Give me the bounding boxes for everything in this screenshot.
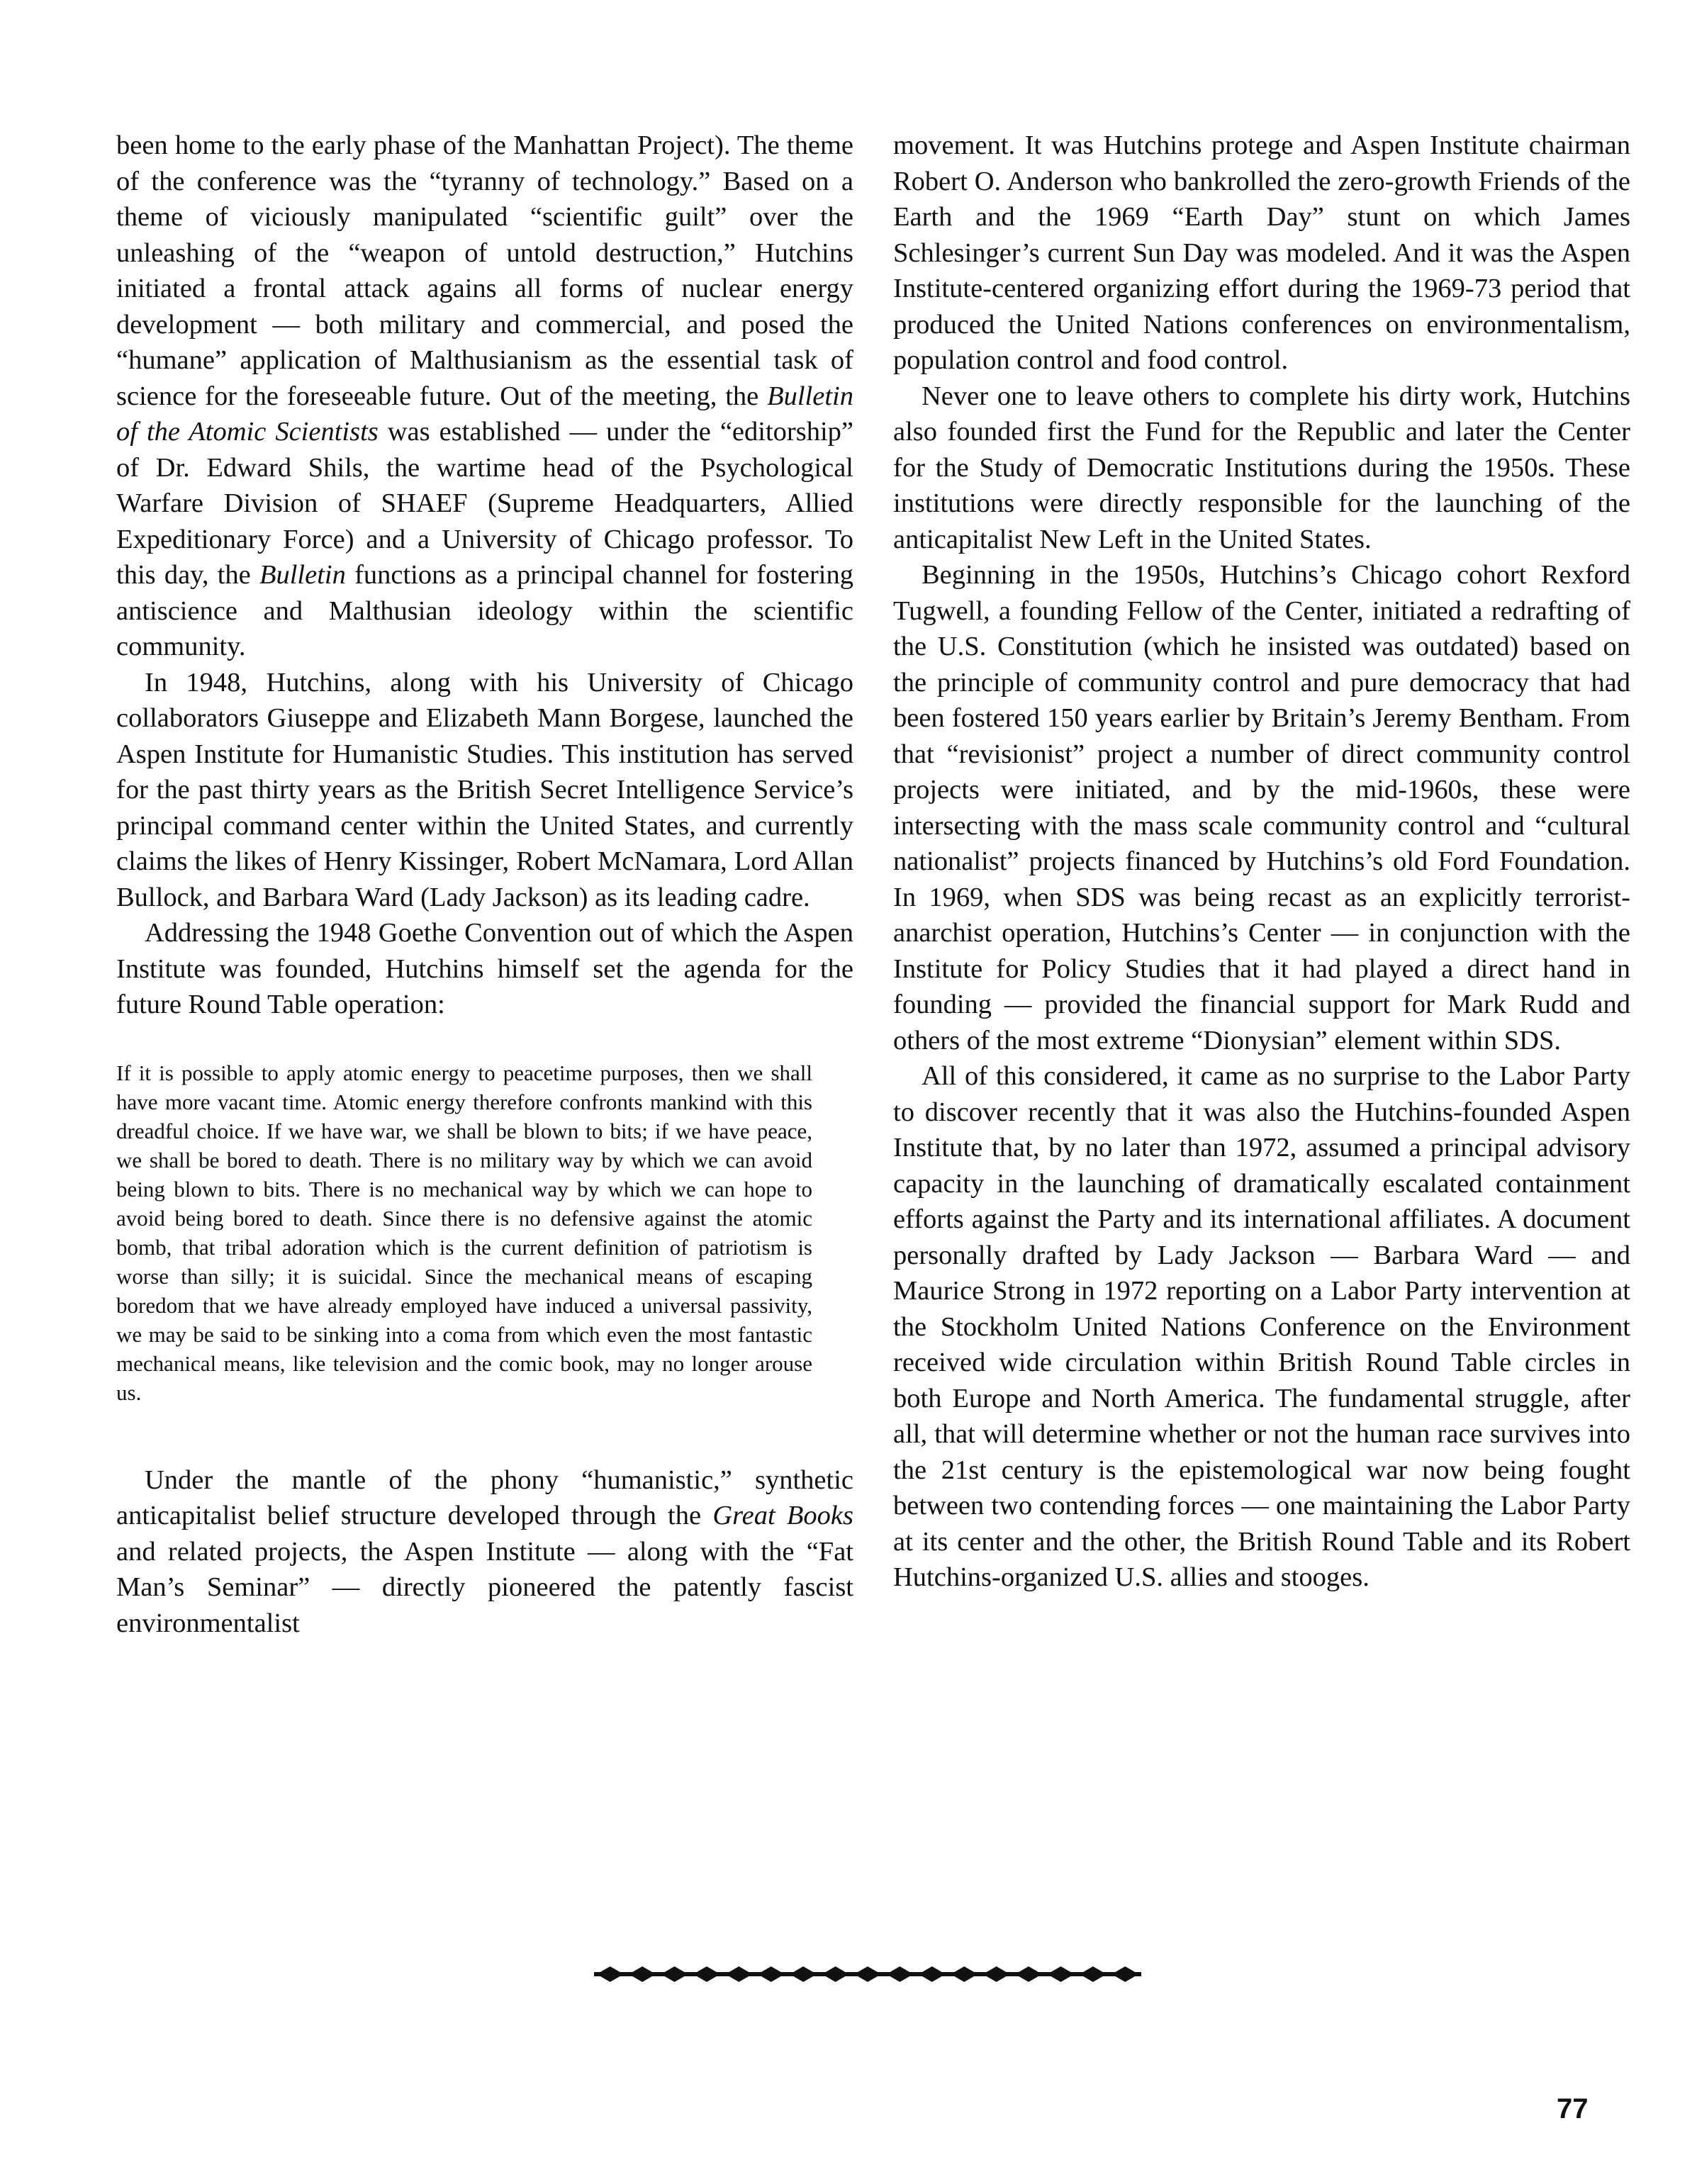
publication-title-italic: Bulletin of the Atomic Scientists: [116, 381, 853, 447]
divider-diamond: [1080, 1966, 1107, 1982]
publication-title-italic: Bulletin: [259, 560, 346, 590]
divider-diamond: [693, 1966, 720, 1982]
body-paragraph-1: [116, 128, 853, 665]
paragraph-text: was established — under the “editorship” of Dr. Edward Shils, the wartime head of the Psychological Warfare Division of SHAEF (Supreme Headquarters, Allied Expeditionary Force) and a University of Chicago professor. To this day, the: [116, 417, 854, 590]
divider-diamond: [758, 1966, 785, 1982]
page-number: 77: [1557, 2093, 1589, 2124]
paragraph-text: and related projects, the Aspen Institute — along with the “Fat Man’s Seminar” — directly pioneered the patently fascist environmentalist: [116, 1536, 853, 1638]
paragraph-text: functions as a principal channel for fostering antiscience and Malthusian ideology within the scientific community.: [116, 560, 853, 661]
divider-diamond: [919, 1966, 946, 1982]
body-paragraph-4: [116, 1462, 853, 1642]
divider-diamond: [790, 1966, 817, 1982]
body-paragraph-3: Addressing the 1948 Goethe Convention out of which the Aspen Institute was founded, Hutchins himself set the agenda for the future Round Table operation:: [116, 918, 853, 1019]
divider-diamond: [725, 1966, 752, 1982]
divider-diamond: [597, 1966, 624, 1982]
divider-diamond: [661, 1966, 688, 1982]
divider-diamond: [1047, 1966, 1074, 1982]
block-quote: If it is possible to apply atomic energy to peacetime purposes, then we shall have more vacant time. Atomic energy therefore confronts mankind with this dreadful choice. If we have war, we shall be blown to bits; if we have peace, we shall be bored to death. There is no military way by which we can avoid being blown to bits. There is no mechanical way by which we can hope to avoid being bored to death. Since there is no defensive against the atomic bomb, that tribal adoration which is the current definition of patriotism is worse than silly; it is suicidal. Since the mechanical means of escaping boredom that we have already employed have induced a universal passivity, we may be said to be sinking into a coma from which even the most fantastic mechanical means, like television and the comic book, may no longer arouse us.: [116, 1060, 812, 1405]
divider-diamond: [1015, 1966, 1042, 1982]
body-paragraph-8: All of this considered, it came as no surprise to the Labor Party to discover recently that it was also the Hutchins-founded Aspen Institute that, by no later than 1972, assumed a principal advisory capacity in the launching of dramatically escalated containment efforts against the Party and its international affiliates. A document personally drafted by Lady Jackson — Barbara Ward — and Maurice Strong in 1972 reporting on a Labor Party intervention at the Stockholm United Nations Conference on the Environment received wide circulation within British Round Table circles in both Europe and North America. The fundamental struggle, after all, that will determine whether or not the human race survives into the 21st century is the epistemological war now being fought between two contending forces — one maintaining the Labor Party at its center and the other, the British Round Table and its Robert Hutchins-organized U.S. allies and stooges.: [893, 1061, 1630, 1592]
left-column: [116, 128, 853, 1641]
body-paragraph-6: Never one to leave others to complete his dirty work, Hutchins also founded first the Fund for the Republic and later the Center for the Study of Democratic Institutions during the 1950s. These institutions were directly responsible for the launching of the anticapitalist New Left in the United States.: [893, 381, 1630, 554]
divider-diamond: [951, 1966, 978, 1982]
divider-diamond: [886, 1966, 913, 1982]
paragraph-text: Under the mantle of the phony “humanistic,” synthetic anticapitalist belief structure developed through the: [116, 1465, 853, 1530]
divider-diamond: [983, 1966, 1010, 1982]
publication-title-italic: Great Books: [712, 1501, 854, 1530]
body-paragraph-2: In 1948, Hutchins, along with his University of Chicago collaborators Giuseppe and Elizabeth Mann Borgese, launched the Aspen Institute for Humanistic Studies. This institution has served for the past thirty years as the British Secret Intelligence Service’s principal command center within the United States, and currently claims the likes of Henry Kissinger, Robert McNamara, Lord Allan Bullock, and Barbara Ward (Lady Jackson) as its leading cadre.: [116, 667, 853, 912]
body-paragraph-5: movement. It was Hutchins protege and Aspen Institute chairman Robert O. Anderson who bankrolled the zero-growth Friends of the Earth and the 1969 “Earth Day” stunt on which James Schlesinger’s current Sun Day was modeled. And it was the Aspen Institute-centered organizing effort during the 1969-73 period that produced the United Nations conferences on environmentalism, population control and food control.: [893, 130, 1630, 375]
right-column: [893, 128, 1630, 1596]
divider-diamond: [822, 1966, 849, 1982]
section-divider-ornament: [594, 1964, 1141, 1985]
divider-diamond: [854, 1966, 881, 1982]
paragraph-text: been home to the early phase of the Manhattan Project). The theme of the conference was the “tyranny of technology.” Based on a theme of viciously manipulated “scientific guilt” over the unleashing of the “weapon of untold destruction,” Hutchins initiated a frontal attack agains all forms of nuclear energy development — both military and commercial, and posed the “humane” application of Malthusianism as the essential task of science for the foreseeable future. Out of the meeting, the: [116, 130, 853, 411]
body-paragraph-7: Beginning in the 1950s, Hutchins’s Chicago cohort Rexford Tugwell, a founding Fellow of the Center, initiated a redrafting of the U.S. Constitution (which he insisted was outdated) based on the principle of community control and pure democracy that had been fostered 150 years earlier by Britain’s Jeremy Bentham. From that “revisionist” project a number of direct community control projects were initiated, and by the mid-1960s, these were intersecting with the mass scale community control and “cultural nationalist” projects financed by Hutchins’s old Ford Foundation. In 1969, when SDS was being recast as an explicitly terrorist-anarchist operation, Hutchins’s Center — in conjunction with the Institute for Policy Studies that it had played a direct hand in founding — provided the financial support for Mark Rudd and others of the most extreme “Dionysian” element within SDS.: [893, 560, 1630, 1055]
divider-diamond: [1111, 1966, 1138, 1982]
divider-diamond: [629, 1966, 656, 1982]
